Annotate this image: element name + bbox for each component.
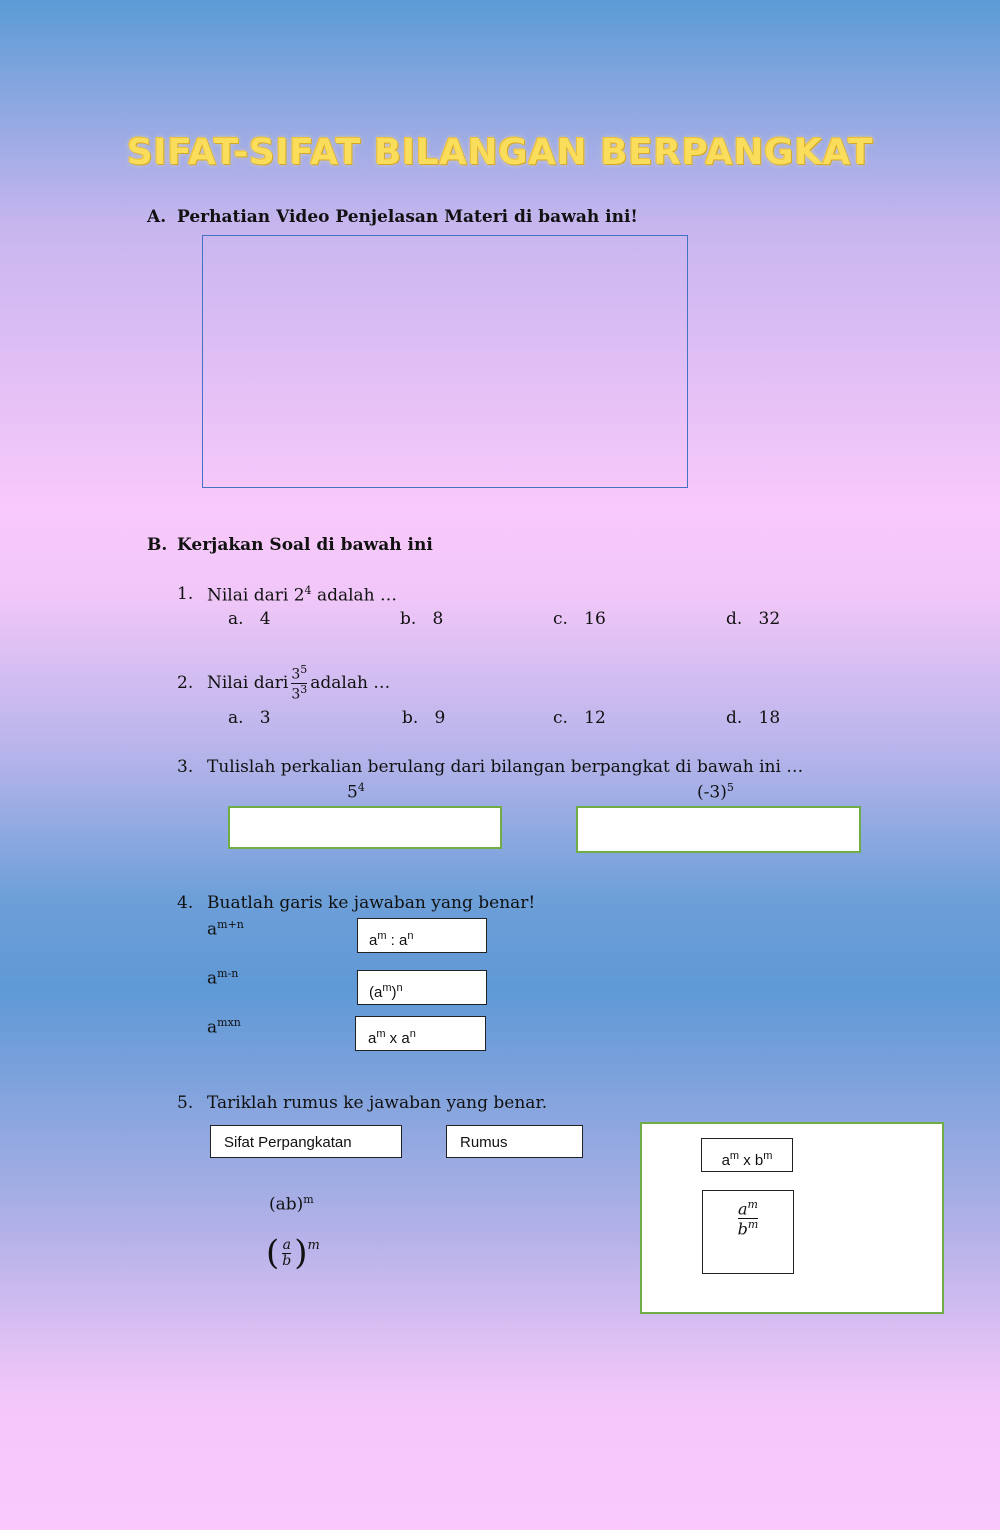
q1-option-a[interactable] (228, 609, 271, 629)
option-letter: d. (726, 609, 743, 629)
q3-text: Tulislah perkalian berulang dari bilangan berpangkat di bawah ini … (207, 757, 804, 777)
q2-fraction (291, 664, 307, 702)
q1-prefix: Nilai dari (207, 585, 289, 606)
q1-option-d[interactable] (726, 609, 780, 629)
q3-item2-base: (-3) (697, 782, 727, 803)
q1-text (207, 584, 397, 606)
q5-text-part: a (721, 1152, 730, 1169)
q5-item2-num: a (282, 1236, 291, 1253)
section-a-letter: A. (147, 207, 167, 227)
q4-sup: n (396, 982, 403, 994)
q2-num-exp: 5 (300, 663, 308, 677)
q4-right-box-1[interactable] (357, 918, 487, 953)
q4-sup: m (377, 930, 387, 942)
q5-sup: m (763, 1150, 773, 1162)
q5-number: 5. (177, 1093, 194, 1113)
option-value: 12 (584, 708, 606, 728)
q4-number: 4. (177, 893, 194, 913)
section-b-letter: B. (147, 535, 168, 555)
q4-text: Buatlah garis ke jawaban yang benar! (207, 893, 536, 913)
option-letter: a. (228, 609, 244, 629)
q5-item2-exp: m (307, 1238, 320, 1253)
q4-sup: m (382, 982, 392, 994)
q5-answer2-num: a (738, 1199, 748, 1219)
q5-text: Tariklah rumus ke jawaban yang benar. (207, 1093, 548, 1113)
option-letter: d. (726, 708, 743, 728)
q3-number: 3. (177, 757, 194, 777)
q3-item1 (347, 781, 365, 803)
q5-header-right: Rumus (446, 1125, 583, 1158)
q4-text-part: : a (386, 932, 408, 949)
q5-answer-1[interactable] (701, 1138, 793, 1172)
q1-number: 1. (177, 584, 194, 604)
q1-option-b[interactable] (400, 609, 443, 629)
q3-answer-field-2[interactable] (576, 806, 861, 853)
option-letter: b. (400, 609, 417, 629)
q5-header-left: Sifat Perpangkatan (210, 1125, 402, 1158)
page-title: SIFAT-SIFAT BILANGAN BERPANGKAT (126, 132, 874, 173)
q5-item1-exp: m (303, 1193, 314, 1206)
q1-suffix: adalah … (316, 585, 398, 606)
option-letter: c. (553, 708, 568, 728)
q4-left-item-2[interactable] (207, 967, 238, 989)
q5-answer2-den: b (737, 1219, 748, 1239)
q3-item1-base: 5 (347, 782, 358, 803)
q2-option-d[interactable] (726, 708, 780, 728)
q4-sup: n (409, 1028, 416, 1040)
q3-item2 (697, 781, 734, 803)
q4-sup: m (376, 1028, 386, 1040)
q2-prefix: Nilai dari (207, 673, 289, 693)
option-value: 8 (432, 609, 444, 629)
q2-suffix: adalah … (310, 673, 391, 693)
q4-text-part: a (369, 932, 378, 949)
q5-item-2[interactable] (266, 1233, 320, 1273)
option-letter: a. (228, 708, 244, 728)
q4-base: a (207, 1017, 218, 1038)
q4-exp: mxn (217, 1016, 241, 1029)
q5-answer-2[interactable] (702, 1190, 794, 1274)
q1-base: 2 (293, 585, 305, 606)
q2-den-base: 3 (291, 686, 301, 703)
q2-num-base: 3 (291, 666, 301, 683)
q4-text-part: x a (385, 1030, 410, 1047)
q2-text (207, 654, 390, 712)
paren-open: ( (266, 1233, 280, 1273)
q5-item2-fraction (282, 1238, 291, 1268)
option-value: 16 (584, 609, 606, 629)
q4-text-part: (a (369, 984, 383, 1001)
q5-sup: m (729, 1150, 740, 1162)
q5-answer2-fraction (738, 1199, 759, 1238)
q2-option-a[interactable] (228, 708, 271, 728)
q4-exp: m+n (217, 918, 244, 931)
q2-den-exp: 3 (300, 682, 308, 696)
q4-right-box-2[interactable] (357, 970, 487, 1005)
q4-text-part: ) (391, 984, 397, 1001)
q5-answer2-den-exp: m (747, 1218, 759, 1232)
section-a-heading: Perhatian Video Penjelasan Materi di bawah ini! (177, 207, 638, 227)
option-value: 9 (434, 708, 446, 728)
q3-answer-field-1[interactable] (228, 806, 502, 849)
option-value: 3 (259, 708, 271, 728)
q4-left-item-1[interactable] (207, 918, 244, 940)
q1-option-c[interactable] (553, 609, 606, 629)
q3-item2-exp: 5 (726, 781, 734, 794)
option-value: 18 (758, 708, 781, 728)
q1-exp: 4 (304, 584, 312, 597)
q4-sup: n (407, 930, 414, 942)
paren-close: ) (294, 1233, 308, 1273)
q5-item1-base: (ab) (269, 1194, 304, 1215)
q4-left-item-3[interactable] (207, 1016, 241, 1038)
q4-right-box-3[interactable] (355, 1016, 486, 1051)
q2-option-b[interactable] (402, 708, 445, 728)
q2-option-c[interactable] (553, 708, 606, 728)
option-letter: b. (402, 708, 419, 728)
section-b-heading: Kerjakan Soal di bawah ini (177, 535, 433, 555)
q5-item-1[interactable] (269, 1193, 314, 1215)
option-value: 4 (259, 609, 271, 629)
option-value: 32 (758, 609, 781, 629)
q3-item1-exp: 4 (357, 781, 365, 794)
q4-text-part: a (368, 1030, 377, 1047)
q4-base: a (207, 919, 218, 940)
q4-base: a (207, 968, 218, 989)
q5-answer2-num-exp: m (747, 1198, 758, 1211)
q2-number: 2. (177, 673, 194, 693)
q4-exp: m-n (217, 967, 239, 980)
q5-item2-den: b (282, 1252, 292, 1269)
option-letter: c. (553, 609, 568, 629)
video-embed[interactable] (202, 235, 688, 488)
q5-text-part: x b (739, 1152, 764, 1169)
